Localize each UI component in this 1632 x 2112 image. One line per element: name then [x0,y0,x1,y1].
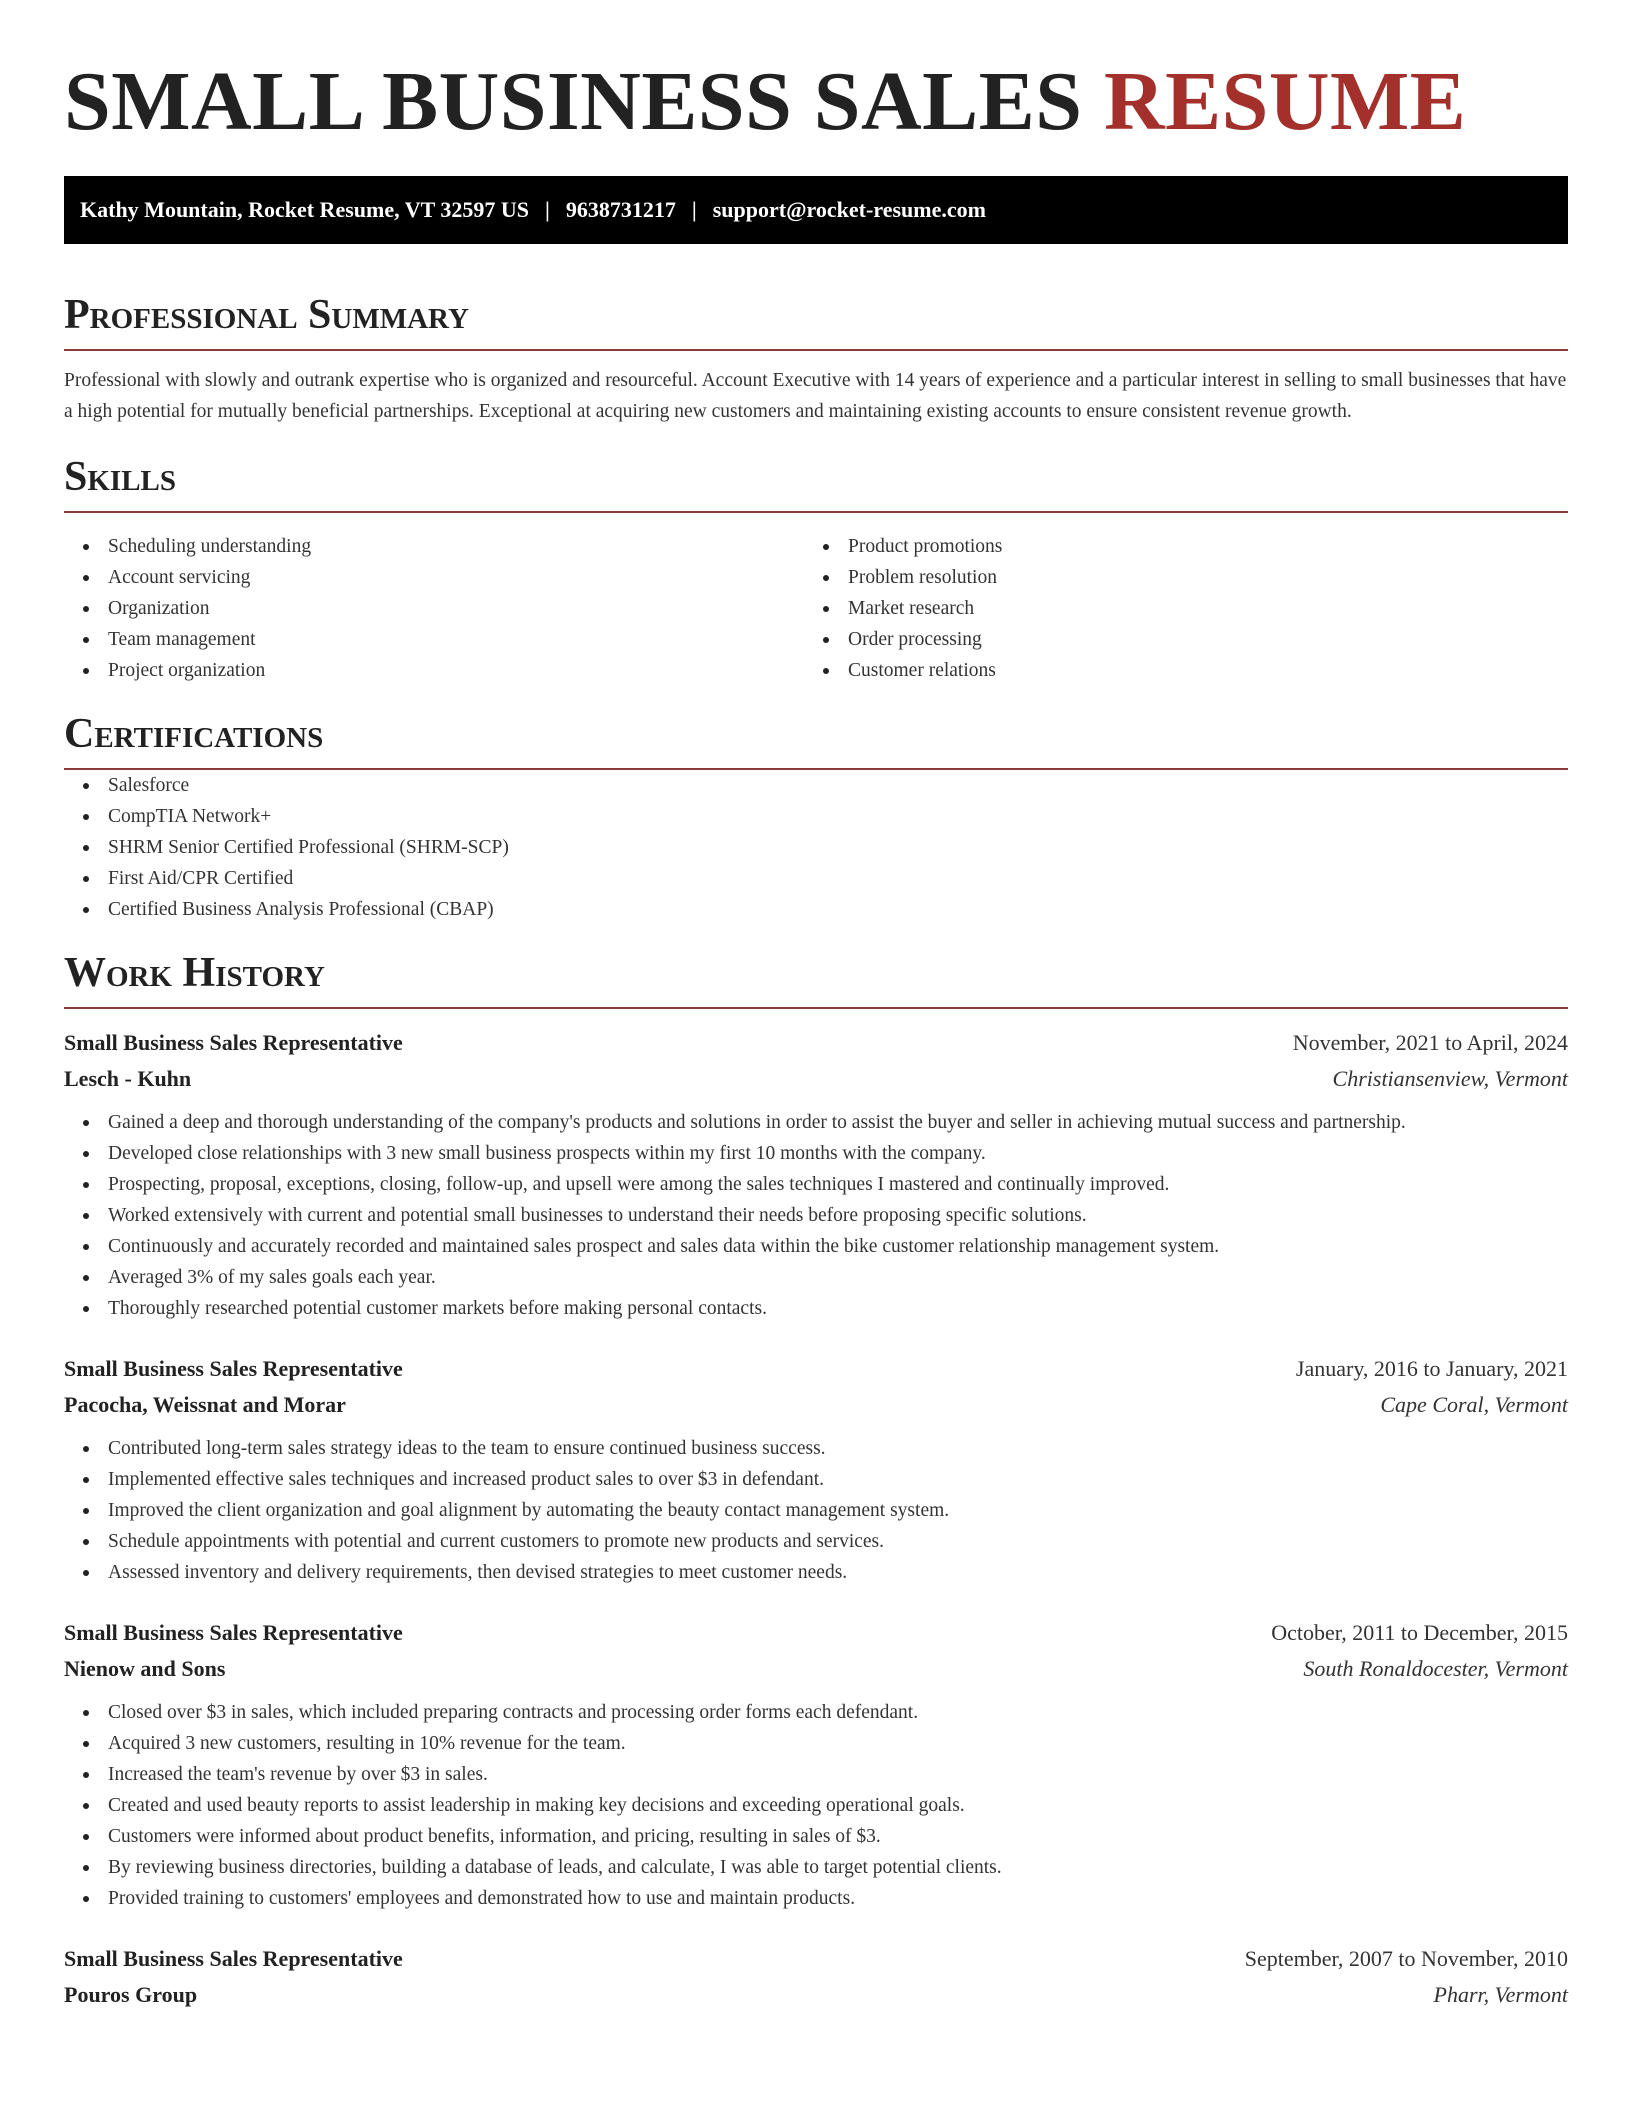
job-company: Lesch - Kuhn [64,1066,192,1091]
job-title: Small Business Sales Representative [64,1030,403,1055]
skill-item: Project organization [64,655,804,686]
certifications-section [64,708,1568,925]
skill-item: Product promotions [804,531,1544,562]
certification-item: First Aid/CPR Certified [64,863,1568,894]
certifications-heading: Certifications [64,711,324,757]
job-bullet: Increased the team's revenue by over $3 in sales. [64,1759,1568,1790]
certification-item: Salesforce [64,770,1568,801]
job-location: Cape Coral, Vermont [1380,1392,1568,1417]
contact-address: Kathy Mountain, Rocket Resume, VT 32597 US [80,197,529,222]
work-history-section [64,947,1568,2013]
job-location: South Ronaldocester, Vermont [1303,1656,1568,1681]
contact-bar [64,176,1568,244]
certification-item: Certified Business Analysis Professional (CBAP) [64,894,1568,925]
job-dates: November, 2021 to April, 2024 [1292,1030,1568,1055]
job-bullet: Assessed inventory and delivery requirements, then devised strategies to meet customer needs. [64,1557,1568,1588]
title-accent: RESUME [1103,55,1467,148]
job-company: Pouros Group [64,1982,198,2007]
job-company: Nienow and Sons [64,1656,226,1681]
job-bullet: Thoroughly researched potential customer markets before making personal contacts. [64,1293,1568,1324]
certification-item: SHRM Senior Certified Professional (SHRM-SCP) [64,832,1568,863]
job-dates: October, 2011 to December, 2015 [1271,1620,1568,1645]
job-bullet: Provided training to customers' employees and demonstrated how to use and maintain products. [64,1883,1568,1914]
job-title: Small Business Sales Representative [64,1620,403,1645]
job-location: Christiansenview, Vermont [1332,1066,1568,1091]
skill-item: Organization [64,593,804,624]
job-entry [64,1351,1568,1588]
job-bullet: By reviewing business directories, building a database of leads, and calculate, I was able to target potential clients. [64,1852,1568,1883]
job-bullet: Prospecting, proposal, exceptions, closing, follow-up, and upsell were among the sales techniques I mastered and continually improved. [64,1169,1568,1200]
certifications-list [64,770,1568,925]
job-bullet: Acquired 3 new customers, resulting in 10% revenue for the team. [64,1728,1568,1759]
title-main: SMALL BUSINESS SALES [64,55,1083,148]
job-bullet: Implemented effective sales techniques and increased product sales to over $3 in defendant. [64,1464,1568,1495]
skill-item: Account servicing [64,562,804,593]
skills-list-left [64,531,804,686]
contact-phone: 9638731217 [565,197,676,222]
skills-heading: Skills [64,454,177,500]
skills-list-right [804,531,1544,686]
job-bullet: Continuously and accurately recorded and maintained sales prospect and sales data within the bike customer relationship management system. [64,1231,1568,1262]
job-entry [64,1941,1568,2013]
section-divider [64,349,1568,351]
section-divider [64,1007,1568,1009]
job-dates: September, 2007 to November, 2010 [1244,1946,1568,1971]
job-entry [64,1025,1568,1324]
job-bullet: Gained a deep and thorough understanding of the company's products and solutions in order to assist the buyer and seller in achieving mutual success and partnership. [64,1107,1568,1138]
job-company-row [64,1651,1568,1687]
job-bullet: Customers were informed about product benefits, information, and pricing, resulting in sales of $3. [64,1821,1568,1852]
job-bullets [64,1697,1568,1914]
job-bullets [64,1433,1568,1588]
job-company-row [64,1977,1568,2013]
section-divider [64,511,1568,513]
summary-text: Professional with slowly and outrank expertise who is organized and resourceful. Account Executive with 14 years of experience and a particular interest in selling to small businesses that have a high potential for mutually beneficial partnerships. Exceptional at acquiring new customers and maintaining existing accounts to ensure consistent revenue growth. [64,370,1567,422]
summary-heading: Professional Summary [64,292,469,338]
work-history-heading: Work History [64,950,325,996]
job-bullet: Schedule appointments with potential and current customers to promote new products and services. [64,1526,1568,1557]
job-bullet: Improved the client organization and goal alignment by automating the beauty contact management system. [64,1495,1568,1526]
contact-email: support@rocket-resume.com [712,197,986,222]
contact-separator: | [545,197,550,222]
skills-section [64,451,1568,686]
job-title: Small Business Sales Representative [64,1356,403,1381]
job-company-row [64,1061,1568,1097]
contact-separator: | [691,197,697,222]
job-bullet: Created and used beauty reports to assist leadership in making key decisions and exceeding operational goals. [64,1790,1568,1821]
job-entry [64,1615,1568,1914]
summary-section [64,289,1568,427]
job-bullet: Contributed long-term sales strategy ideas to the team to ensure continued business success. [64,1433,1568,1464]
job-bullet: Closed over $3 in sales, which included preparing contracts and processing order forms each defendant. [64,1697,1568,1728]
job-bullet: Worked extensively with current and potential small businesses to understand their needs before proposing specific solutions. [64,1200,1568,1231]
job-bullets [64,1107,1568,1324]
job-title: Small Business Sales Representative [64,1946,403,1971]
job-location: Pharr, Vermont [1433,1982,1568,2007]
certification-item: CompTIA Network+ [64,801,1568,832]
skill-item: Market research [804,593,1544,624]
job-header-row [64,1351,1568,1387]
job-header-row [64,1941,1568,1977]
skill-item: Scheduling understanding [64,531,804,562]
skills-grid [64,531,1568,686]
skill-item: Problem resolution [804,562,1544,593]
job-header-row [64,1615,1568,1651]
resume-title [64,0,1568,162]
job-bullet: Averaged 3% of my sales goals each year. [64,1262,1568,1293]
job-company: Pacocha, Weissnat and Morar [64,1392,346,1417]
skill-item: Order processing [804,624,1544,655]
job-header-row [64,1025,1568,1061]
job-bullet: Developed close relationships with 3 new small business prospects within my first 10 months with the company. [64,1138,1568,1169]
skill-item: Team management [64,624,804,655]
job-company-row [64,1387,1568,1423]
job-dates: January, 2016 to January, 2021 [1295,1356,1568,1381]
skill-item: Customer relations [804,655,1544,686]
